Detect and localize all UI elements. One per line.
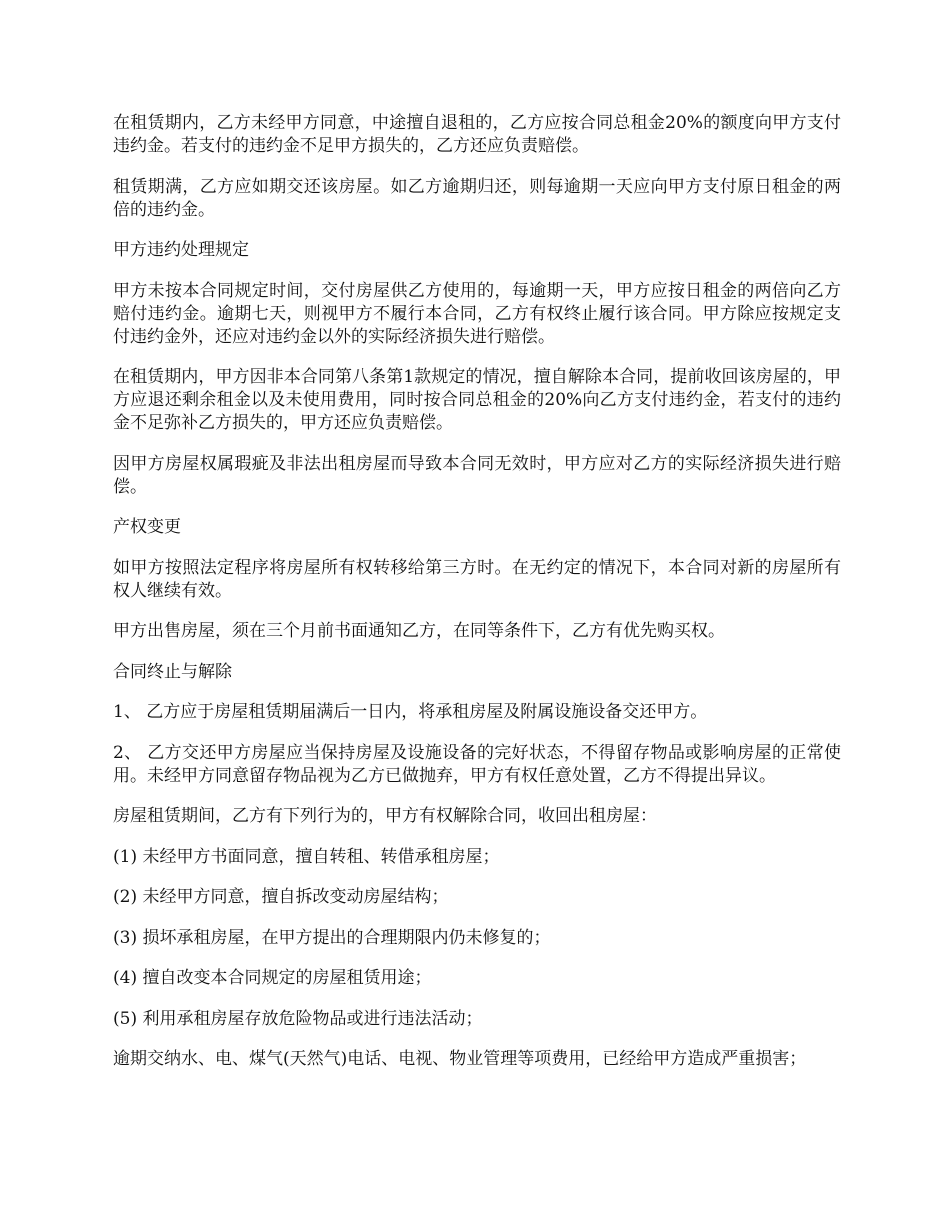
paragraph-right-of-first-refusal: 甲方出售房屋，须在三个月前书面通知乙方，在同等条件下，乙方有优先购买权。 [113,621,725,641]
paragraph-early-termination-by-tenant: 在租赁期内，乙方未经甲方同意，中途擅自退租的，乙方应按合同总租金20%的额度向甲方支付违约金。若支付的违约金不足甲方损失的，乙方还应负责赔偿。 [113,113,841,156]
list-item-sublet: (1) 未经甲方书面同意，擅自转租、转借承租房屋； [113,846,500,867]
list-item-return-premises: 1、 乙方应于房屋租赁期届满后一日内，将承租房屋及附属设施设备交还甲方。 [113,702,708,722]
list-item-usage-change: (4) 擅自改变本合同规定的房屋租赁用途； [113,968,432,988]
paragraph-termination-conditions-intro: 房屋租赁期间，乙方有下列行为的，甲方有权解除合同，收回出租房屋： [113,806,657,826]
list-item-structure-change: (2) 未经甲方同意，擅自拆改变动房屋结构； [113,887,449,907]
document-page [113,112,841,1089]
section-heading-ownership-change: 产权变更 [113,517,181,537]
list-item-damage: (3) 损坏承租房屋，在甲方提出的合理期限内仍未修复的； [113,927,551,948]
section-heading-termination: 合同终止与解除 [113,661,232,682]
section-heading-landlord-breach: 甲方违约处理规定 [113,240,249,260]
list-item-illegal-activity: (5) 利用承租房屋存放危险物品或进行违法活动； [113,1008,483,1029]
paragraph-landlord-early-termination: 在租赁期内，甲方因非本合同第八条第1款规定的情况，擅自解除本合同，提前收回该房屋的，甲方应退还剩余租金以及未使用费用，同时按合同总租金的20%向乙方支付违约金，若支付的违约金不足弥补乙方损失的，甲方还应负责赔偿。 [113,367,841,433]
paragraph-late-return: 租赁期满，乙方应如期交还该房屋。如乙方逾期归还，则每逾期一天应向甲方支付原日租金的两倍的违约金。 [113,176,841,220]
paragraph-overdue-fees: 逾期交纳水、电、煤气(天然气)电话、电视、物业管理等项费用，已经给甲方造成严重损害； [113,1049,807,1069]
paragraph-late-delivery: 甲方未按本合同规定时间，交付房屋供乙方使用的，每逾期一天，甲方应按日租金的两倍向乙方赔付违约金。逾期七天，则视甲方不履行本合同，乙方有权终止履行该合同。甲方除应按规定支付违约金外，还应对违约金以外的实际经济损失进行赔偿。 [113,280,841,347]
list-item-premises-condition: 2、 乙方交还甲方房屋应当保持房屋及设施设备的完好状态，不得留存物品或影响房屋的正常使用。未经甲方同意留存物品视为乙方已做抛弃，甲方有权任意处置，乙方不得提出异议。 [113,742,841,786]
paragraph-ownership-transfer: 如甲方按照法定程序将房屋所有权转移给第三方时。在无约定的情况下，本合同对新的房屋所有权人继续有效。 [113,557,841,601]
paragraph-title-defect: 因甲方房屋权属瑕疵及非法出租房屋而导致本合同无效时，甲方应对乙方的实际经济损失进行赔偿。 [113,453,841,497]
